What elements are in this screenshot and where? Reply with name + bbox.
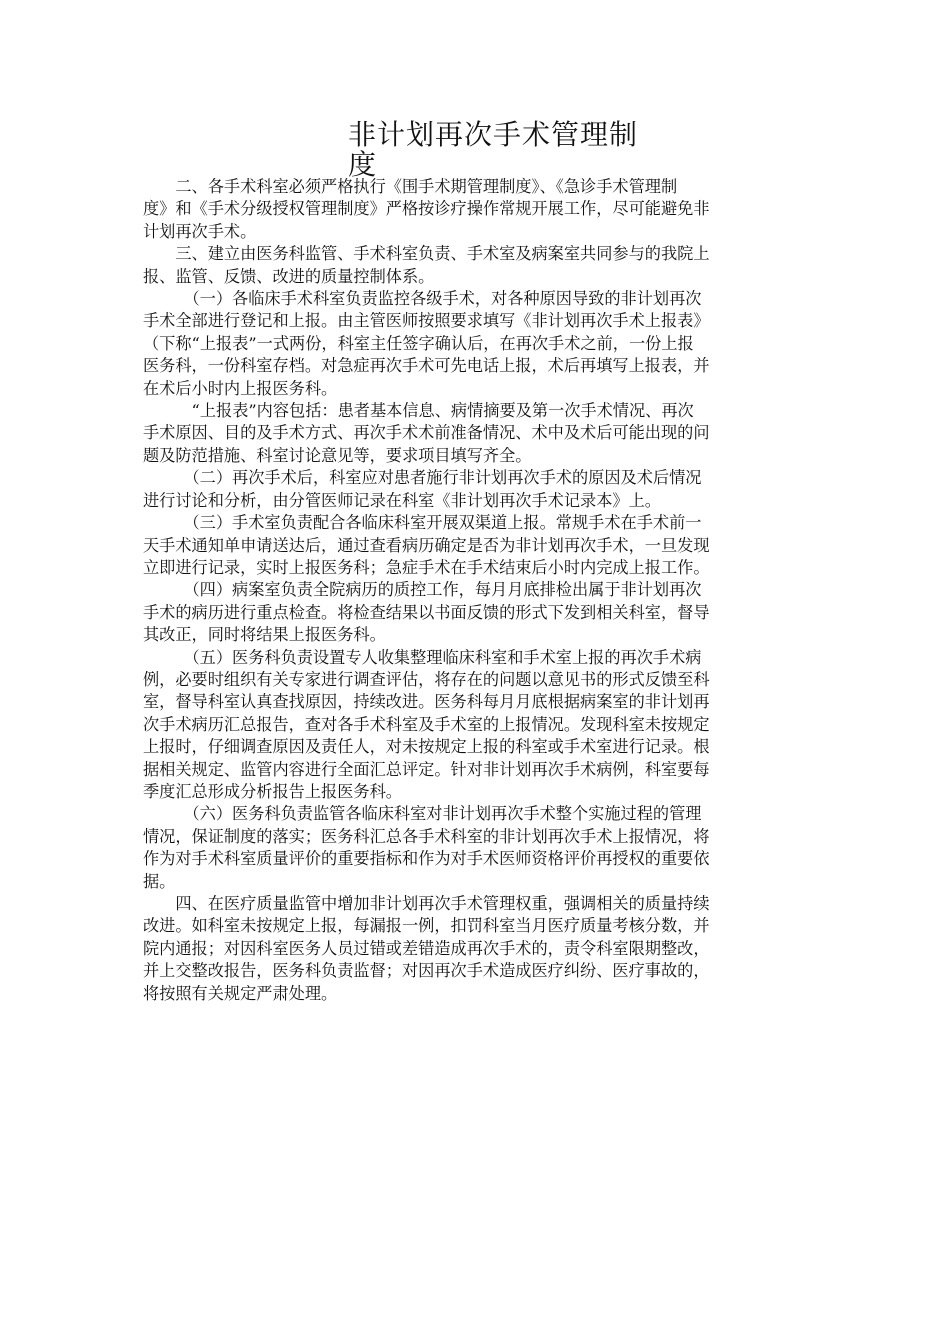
paragraph bbox=[143, 512, 813, 579]
paragraph bbox=[143, 176, 813, 243]
paragraph-line: 报、监管、反馈、改进的质量控制体系。 bbox=[143, 266, 435, 286]
paragraph-line: 其改正，同时将结果上报医务科。 bbox=[143, 625, 386, 645]
paragraph-line: 四、在医疗质量监管中增加非计划再次手术管理权重，强调相关的质量持续 bbox=[143, 894, 710, 913]
paragraph-line: 手术的病历进行重点检查。将检查结果以书面反馈的形式下发到相关科室，督导 bbox=[143, 602, 710, 622]
paragraph-line: 三、建立由医务科监管、手术科室负责、手术室及病案室共同参与的我院上 bbox=[143, 244, 710, 264]
paragraph-line: 医务科，一份科室存档。对急症再次手术可先电话上报，术后再填写上报表，并 bbox=[143, 356, 710, 376]
paragraph bbox=[143, 467, 813, 512]
paragraph-line: 在术后小时内上报医务科。 bbox=[143, 378, 338, 398]
paragraph-line: 情况，保证制度的落实；医务科汇总各手术科室的非计划再次手术上报情况，将 bbox=[143, 826, 710, 846]
paragraph-line: 立即进行记录，实时上报医务科；急症手术在手术结束后小时内完成上报工作。 bbox=[143, 557, 710, 577]
paragraph-line: 据。 bbox=[143, 871, 176, 891]
paragraph-line: （五）医务科负责设置专人收集整理临床科室和手术室上报的再次手术病 bbox=[143, 647, 702, 667]
paragraph-line: 院内通报；对因科室医务人员过错或差错造成再次手术的，责令科室限期整改， bbox=[143, 938, 710, 958]
paragraph-line: 进行讨论和分析，由分管医师记录在科室《非计划再次手术记录本》上。 bbox=[143, 490, 661, 510]
paragraph-line: 室，督导科室认真查找原因，持续改进。医务科每月月底根据病案室的非计划再 bbox=[143, 692, 710, 712]
paragraph-line: 度》和《手术分级授权管理制度》严格按诊疗操作常规开展工作，尽可能避免非 bbox=[143, 199, 710, 219]
paragraph-line: 上报时，仔细调查原因及责任人，对未按规定上报的科室或手术室进行记录。根 bbox=[143, 737, 710, 757]
paragraph bbox=[143, 243, 813, 288]
paragraph bbox=[143, 647, 813, 804]
title-line-1: 非计划再次手术管理制 bbox=[348, 118, 639, 151]
paragraph-line: 二、各手术科室必须严格执行《围手术期管理制度》、《急诊手术管理制 bbox=[143, 177, 678, 196]
paragraph-line: 例，必要时组织有关专家进行调查评估，将存在的问题以意见书的形式反馈至科 bbox=[143, 669, 710, 689]
paragraph bbox=[143, 288, 813, 400]
paragraph bbox=[143, 400, 813, 467]
paragraph-line: 手术原因、目的及手术方式、再次手术术前准备情况、术中及术后可能出现的问 bbox=[143, 423, 710, 443]
paragraph-line: 次手术病历汇总报告，查对各手术科室及手术室的上报情况。发现科室未按规定 bbox=[143, 714, 710, 734]
paragraph-line: 季度汇总形成分析报告上报医务科。 bbox=[143, 781, 402, 801]
paragraph-line: 据相关规定、监管内容进行全面汇总评定。针对非计划再次手术病例，科室要每 bbox=[143, 759, 710, 779]
paragraph bbox=[143, 803, 813, 893]
paragraph-line: “上报表”内容包括：患者基本信息、病情摘要及第一次手术情况、再次 bbox=[143, 401, 694, 421]
paragraph-line: （六）医务科负责监管各临床科室对非计划再次手术整个实施过程的管理 bbox=[143, 804, 702, 824]
paragraph-line: 并上交整改报告，医务科负责监督；对因再次手术造成医疗纠纷、医疗事故的， bbox=[143, 961, 710, 981]
paragraph-line: 将按照有关规定严肃处理。 bbox=[143, 983, 338, 1003]
paragraph-line: 改进。如科室未按规定上报，每漏报一例，扣罚科室当月医疗质量考核分数，并 bbox=[143, 916, 710, 936]
paragraph-line: 计划再次手术。 bbox=[143, 221, 257, 241]
paragraph-line: 天手术通知单申请送达后，通过查看病历确定是否为非计划再次手术，一旦发现 bbox=[143, 535, 710, 555]
paragraph-line: 手术全部进行登记和上报。由主管医师按照要求填写《非计划再次手术上报表》 bbox=[143, 311, 710, 331]
paragraph-line: 题及防范措施、科室讨论意见等，要求项目填写齐全。 bbox=[143, 445, 532, 465]
paragraph-line: （二）再次手术后，科室应对患者施行非计划再次手术的原因及术后情况 bbox=[143, 468, 702, 488]
paragraph-line: （一）各临床手术科室负责监控各级手术，对各种原因导致的非计划再次 bbox=[143, 289, 702, 309]
paragraph-line: （下称“上报表”一式两份，科室主任签字确认后，在再次手术之前，一份上报 bbox=[143, 333, 694, 353]
paragraph bbox=[143, 893, 813, 1005]
paragraph-line: 作为对手术科室质量评价的重要指标和作为对手术医师资格评价再授权的重要依 bbox=[143, 849, 710, 869]
paragraph-line: （三）手术室负责配合各临床科室开展双渠道上报。常规手术在手术前一 bbox=[143, 513, 702, 533]
paragraph-line: （四）病案室负责全院病历的质控工作，每月月底排检出属于非计划再次 bbox=[143, 580, 702, 600]
document-title bbox=[348, 120, 648, 180]
paragraph bbox=[143, 579, 813, 646]
document-body bbox=[143, 176, 813, 1005]
title-line-2: 度 bbox=[348, 148, 378, 181]
